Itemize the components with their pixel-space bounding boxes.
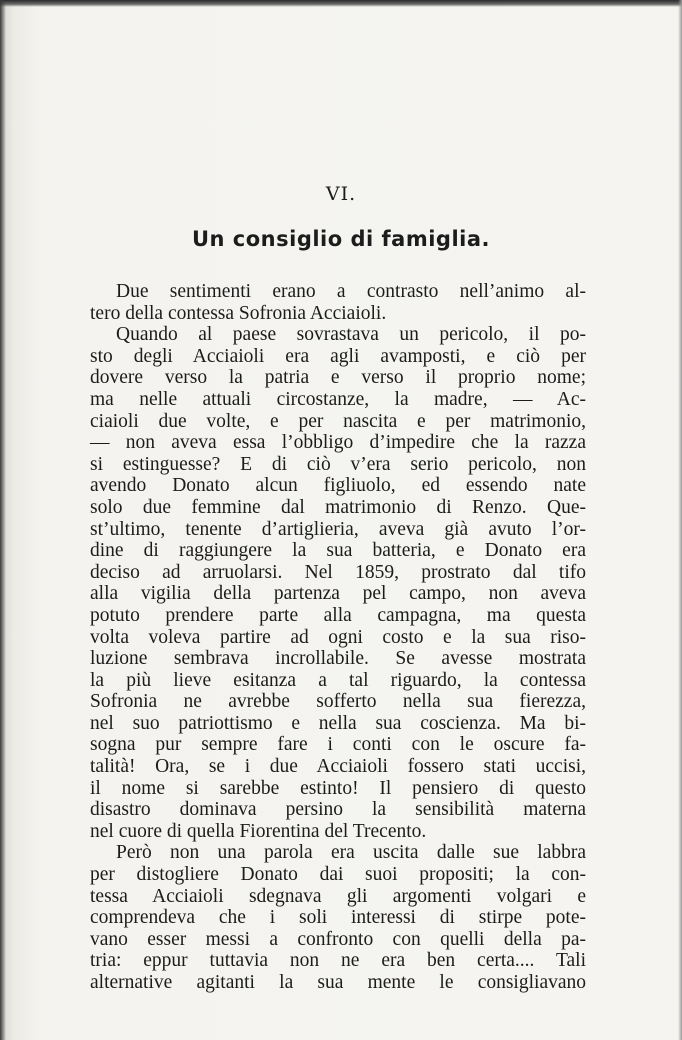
text-line: il nome si sarebbe estinto! Il pensiero di questo xyxy=(90,777,586,799)
text-line: la più lieve esitanza a tal riguardo, la contessa xyxy=(90,669,586,691)
text-line: deciso ad arruolarsi. Nel 1859, prostrato dal tifo xyxy=(90,561,586,583)
text-line: Due sentimenti erano a contrasto nell’animo al- xyxy=(116,281,586,302)
chapter-number: VI. xyxy=(325,183,357,205)
paragraph-1 xyxy=(90,281,586,324)
text-line: tero della contessa Sofronia Acciaioli. xyxy=(90,302,387,324)
text-line: nel cuore di quella Fiorentina del Trecento. xyxy=(90,820,427,842)
chapter-title: Un consiglio di famiglia. xyxy=(191,227,490,251)
page-right-edge xyxy=(678,0,682,1040)
text-line: dine di raggiungere la sua batteria, e Donato era xyxy=(90,540,586,562)
text-line: sogna pur sempre fare i conti con le oscure fa- xyxy=(90,734,586,756)
text-line: ma nelle attuali circostanze, la madre, — Ac- xyxy=(90,388,586,410)
text-line: tessa Acciaioli sdegnava gli argomenti volgari e xyxy=(90,885,586,907)
text-line: dovere verso la patria e verso il proprio nome; xyxy=(90,367,586,389)
paragraph-2 xyxy=(90,324,586,842)
text-line: alla vigilia della partenza pel campo, non aveva xyxy=(90,583,586,605)
text-line: st’ultimo, tenente d’artiglieria, aveva già avuto l’or- xyxy=(90,518,586,540)
text-line: disastro dominava persino la sensibilità materna xyxy=(90,799,586,821)
text-line: — non aveva essa l’obbligo d’impedire che la razza xyxy=(90,432,586,454)
text-line: Sofronia ne avrebbe sofferto nella sua fierezza, xyxy=(90,691,586,713)
text-line: alternative agitanti la sua mente le consigliavano xyxy=(90,972,586,993)
page-top-shadow xyxy=(0,0,682,7)
paragraph-3 xyxy=(90,842,586,993)
text-line: nel suo patriottismo e nella sua coscienza. Ma bi- xyxy=(90,712,586,734)
text-line: Però non una parola era uscita dalle sue labbra xyxy=(116,842,586,864)
text-line: potuto prendere parte alla campagna, ma questa xyxy=(90,604,586,626)
text-line: solo due femmine dal matrimonio di Renzo. Que- xyxy=(90,496,586,518)
text-line: tria: eppur tuttavia non ne era ben certa.... Tali xyxy=(90,950,586,972)
text-line: volta voleva partire ad ogni costo e la sua riso- xyxy=(90,626,586,648)
text-line: per distogliere Donato dai suoi propositi; la con- xyxy=(90,864,586,886)
text-line: comprendeva che i soli interessi di stirpe pote- xyxy=(90,907,586,929)
text-line: vano esser messi a confronto con quelli della pa- xyxy=(90,928,586,950)
text-line: Quando al paese sovrastava un pericolo, il po- xyxy=(116,324,586,346)
text-line: luzione sembrava incrollabile. Se avesse mostrata xyxy=(90,648,586,670)
text-line: ciaioli due volte, e per nascita e per matrimonio, xyxy=(90,410,586,432)
chapter-body xyxy=(90,281,586,994)
text-line: si estinguesse? E di ciò v’era serio pericolo, non xyxy=(90,453,586,475)
text-line: sto degli Acciaioli era agli avamposti, e ciò per xyxy=(90,345,586,367)
page-binding-shadow xyxy=(0,0,6,1040)
text-line: avendo Donato alcun figliuolo, ed essendo nate xyxy=(90,475,586,497)
text-line: talità! Ora, se i due Acciaioli fossero stati uccisi, xyxy=(90,756,586,778)
